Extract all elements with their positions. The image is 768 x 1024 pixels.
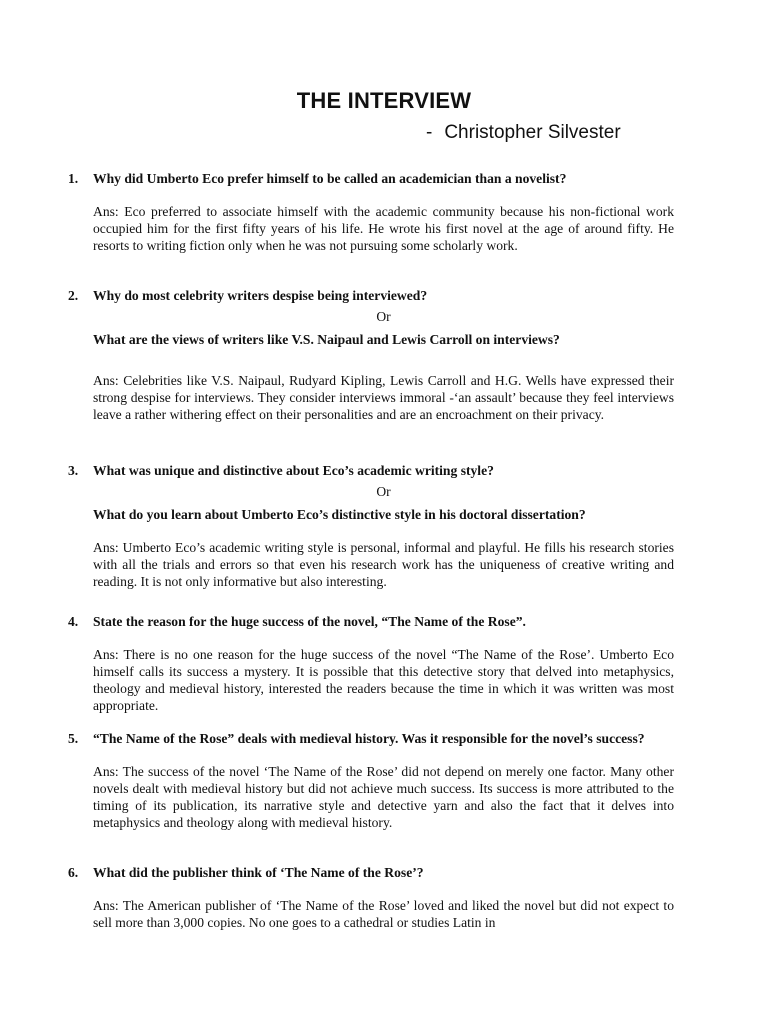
answer-text: Ans: Celebrities like V.S. Naipaul, Rudyard Kipling, Lewis Carroll and H.G. Wells have expressed their strong despise for interviews. They consider interviews immoral -‘an assault’ because they feel interviews leave a rather withering effect on their personalities and are an encroachment on their privacy. — [93, 373, 674, 422]
question-text: Why did Umberto Eco prefer himself to be called an academician than a novelist? — [93, 171, 567, 186]
question — [68, 613, 674, 630]
question — [68, 730, 674, 747]
qa-item-6 — [68, 864, 674, 931]
question-text: State the reason for the huge success of the novel, “The Name of the Rose”. — [93, 614, 526, 629]
qa-item-4 — [68, 613, 674, 714]
answer-text: Ans: There is no one reason for the huge success of the novel “The Name of the Rose’. Umberto Eco himself calls its success a mystery. It is possible that this detective story that delved into metaphysics, theology and medieval history, interested the readers because the time in which it was written was most appropriate. — [93, 647, 674, 713]
author-dash: - — [426, 122, 433, 143]
answer-text: Ans: Eco preferred to associate himself with the academic community because his non-fictional work occupied him for the first fifty years of his life. He wrote his first novel at the age of around fifty. He resorts to writing fiction only when he was not pursuing some scholarly work. — [93, 204, 674, 253]
alt-question — [68, 506, 674, 523]
qa-item-2 — [68, 287, 674, 423]
question-text: “The Name of the Rose” deals with medieval history. Was it responsible for the novel’s success? — [93, 731, 645, 746]
question — [68, 170, 674, 187]
author-line — [426, 122, 621, 144]
question-number: 2. — [68, 288, 79, 303]
question-text: What was unique and distinctive about Eco’s academic writing style? — [93, 463, 494, 478]
question — [68, 864, 674, 881]
author-name: Christopher Silvester — [444, 122, 621, 143]
question — [68, 287, 674, 304]
question-number: 3. — [68, 463, 79, 478]
answer-text: Ans: Umberto Eco’s academic writing style is personal, informal and playful. He fills his research stories with all the trials and errors so that even his research work has the uniqueness of creative writing and reading. It is not only informative but also interesting. — [93, 540, 674, 589]
answer-text: Ans: The success of the novel ‘The Name of the Rose’ did not depend on merely one factor. Many other novels dealt with medieval history but did not achieve much success. Its success is more attributed to the timing of its publication, its narrative style and detective yarn and also the fact that it delves into metaphysics and theology along with medieval history. — [93, 764, 674, 830]
question-number: 6. — [68, 865, 79, 880]
qa-item-5 — [68, 730, 674, 831]
alt-question-text: What do you learn about Umberto Eco’s distinctive style in his doctoral dissertation? — [93, 507, 586, 522]
alt-question — [68, 331, 674, 348]
answer-text: Ans: The American publisher of ‘The Name of the Rose’ loved and liked the novel but did not expect to sell more than 3,000 copies. No one goes to a cathedral or studies Latin in — [93, 898, 674, 930]
question — [68, 462, 674, 479]
alt-question-text: What are the views of writers like V.S. Naipaul and Lewis Carroll on interviews? — [93, 332, 560, 347]
question-number: 1. — [68, 171, 79, 186]
qa-item-3 — [68, 462, 674, 590]
qa-item-1 — [68, 170, 674, 254]
question-number: 5. — [68, 731, 79, 746]
page-title: THE INTERVIEW — [296, 88, 472, 113]
or-separator: Or — [376, 309, 391, 324]
question-text: What did the publisher think of ‘The Name of the Rose’? — [93, 865, 424, 880]
question-number: 4. — [68, 614, 79, 629]
or-separator: Or — [376, 484, 391, 499]
question-text: Why do most celebrity writers despise being interviewed? — [93, 288, 428, 303]
